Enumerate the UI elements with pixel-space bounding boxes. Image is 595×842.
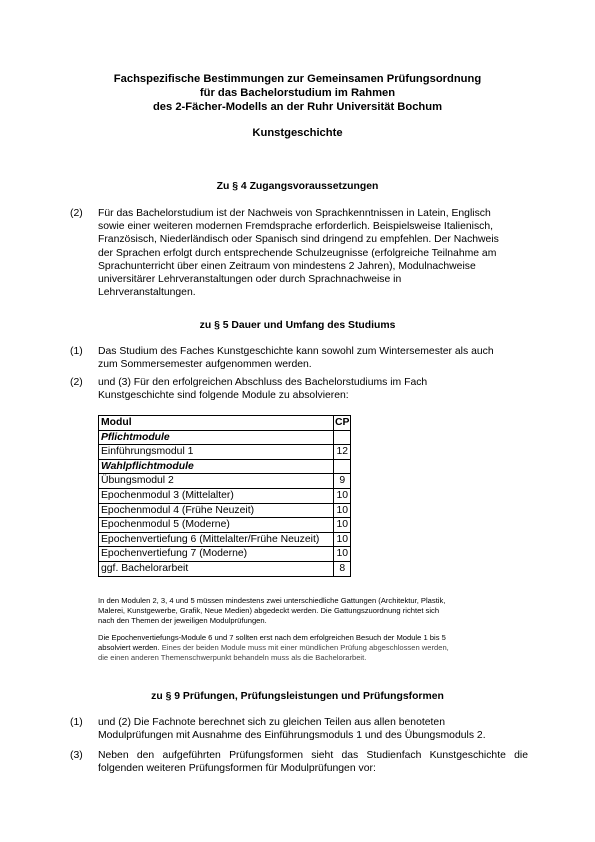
table-row xyxy=(99,445,351,460)
note-fragment: absolviert werden. xyxy=(98,643,160,653)
table-row xyxy=(99,561,351,576)
note-line: Malerei, Kunstgewerbe, Grafik, Neue Medien) abgedeckt werden. Die Gattungszuordnung richtet sich xyxy=(98,606,440,616)
module-cp xyxy=(334,430,351,445)
note-line: die einen anderen Themenschwerpunkt behandeln muss als die Bachelorarbeit. xyxy=(98,653,367,663)
text-line: Sprachunterricht über einen Zeitraum von mindestens 2 Jahren), Modulnachweise xyxy=(98,260,476,272)
text-line: der Sprachen erfolgt durch entsprechende Schulzeugnisse (erfolgreiche Teilnahme am xyxy=(98,247,497,259)
module-name: Epochenmodul 3 (Mittelalter) xyxy=(99,488,334,503)
table-row xyxy=(99,459,351,474)
table-header-row xyxy=(99,416,351,431)
text-line: Kunstgeschichte sind folgende Module zu absolvieren: xyxy=(98,390,349,402)
table-row xyxy=(99,474,351,489)
section-9-heading: zu § 9 Prüfungen, Prüfungsleistungen und Prüfungsformen xyxy=(151,691,444,702)
text-line: sowie einer weiteren modernen Fremdsprache erforderlich. Beispielsweise Italienisch, xyxy=(98,221,494,233)
module-name: Pflichtmodule xyxy=(99,430,334,445)
module-cp: 9 xyxy=(334,474,351,489)
text-line: und (3) Für den erfolgreichen Abschluss des Bachelorstudiums im Fach xyxy=(98,377,428,388)
title-line-3: des 2-Fächer-Modells an der Ruhr Universität Bochum xyxy=(152,101,443,113)
paragraph-text xyxy=(98,716,528,742)
paragraph-text xyxy=(98,376,528,402)
table-row xyxy=(99,518,351,533)
paragraph-text xyxy=(98,749,528,775)
module-name: Epochenvertiefung 6 (Mittelalter/Frühe Neuzeit) xyxy=(99,532,334,547)
table-row xyxy=(99,488,351,503)
module-name: ggf. Bachelorarbeit xyxy=(99,561,334,576)
paragraph-text xyxy=(98,207,528,299)
section-4-heading: Zu § 4 Zugangsvoraussetzungen xyxy=(216,181,379,192)
subject-title: Kunstgeschichte xyxy=(252,127,343,139)
module-name: Übungsmodul 2 xyxy=(99,474,334,489)
table-row xyxy=(99,430,351,445)
module-table xyxy=(98,415,351,577)
text-line: Neben den aufgeführten Prüfungsformen sieht das Studienfach Kunstgeschichte die xyxy=(98,750,528,761)
title-line-2: für das Bachelorstudium im Rahmen xyxy=(199,87,396,99)
module-cp: 10 xyxy=(334,547,351,562)
note-fragment: Eines der beiden Module muss mit einer mündlichen Prüfung abgeschlossen werden, xyxy=(159,643,449,653)
module-cp: 10 xyxy=(334,503,351,518)
module-cp: 10 xyxy=(334,532,351,547)
paragraph-number: (2) xyxy=(70,208,83,219)
module-name: Epochenvertiefung 7 (Moderne) xyxy=(99,547,334,562)
column-header-cp: CP xyxy=(334,416,351,431)
table-row xyxy=(99,532,351,547)
text-line: zum Sommersemester aufgenommen werden. xyxy=(98,359,312,371)
epoch-deepening-note xyxy=(98,633,528,664)
note-line: nach den Themen der jeweiligen Modulprüfungen. xyxy=(98,616,267,626)
paragraph-number: (1) xyxy=(70,346,83,357)
document-title xyxy=(0,72,595,114)
title-line-1: Fachspezifische Bestimmungen zur Gemeinsamen Prüfungsordnung xyxy=(113,73,482,85)
module-name: Wahlpflichtmodule xyxy=(99,459,334,474)
paragraph-text xyxy=(98,345,528,371)
paragraph-number: (2) xyxy=(70,377,83,388)
module-cp: 10 xyxy=(334,518,351,533)
table-row xyxy=(99,503,351,518)
module-name: Epochenmodul 4 (Frühe Neuzeit) xyxy=(99,503,334,518)
text-line: folgenden weiteren Prüfungsformen für Modulprüfungen vor: xyxy=(98,763,376,775)
genre-note xyxy=(98,596,528,627)
text-line: universitärer Lehrveranstaltungen oder durch Sprachnachweise in xyxy=(98,274,402,286)
text-line: und (2) Die Fachnote berechnet sich zu gleichen Teilen aus allen benoteten xyxy=(98,717,445,728)
note-line: Die Epochenvertiefungs-Module 6 und 7 sollten erst nach dem erfolgreichen Besuch der Module 1 bis 5 xyxy=(98,633,446,642)
paragraph-number: (1) xyxy=(70,717,83,728)
section-5-heading: zu § 5 Dauer und Umfang des Studiums xyxy=(199,320,396,331)
text-line: Französisch, Niederländisch oder Spanisch sind dringend zu empfehlen. Der Nachweis xyxy=(98,234,499,246)
module-cp: 8 xyxy=(334,561,351,576)
note-line xyxy=(98,643,528,653)
module-cp xyxy=(334,459,351,474)
note-line: In den Modulen 2, 3, 4 und 5 müssen mindestens zwei unterschiedliche Gattungen (Architektur, Plastik, xyxy=(98,596,446,605)
module-cp: 10 xyxy=(334,488,351,503)
text-line: Für das Bachelorstudium ist der Nachweis von Sprachkenntnissen in Latein, Englisch xyxy=(98,208,491,219)
text-line: Das Studium des Faches Kunstgeschichte kann sowohl zum Wintersemester als auch xyxy=(98,346,494,357)
paragraph-number: (3) xyxy=(70,750,83,761)
module-cp: 12 xyxy=(334,445,351,460)
module-name: Einführungsmodul 1 xyxy=(99,445,334,460)
text-line: Lehrveranstaltungen. xyxy=(98,287,196,299)
text-line: Modulprüfungen mit Ausnahme des Einführungsmoduls 1 und des Übungsmoduls 2. xyxy=(98,730,486,742)
module-name: Epochenmodul 5 (Moderne) xyxy=(99,518,334,533)
column-header-module: Modul xyxy=(99,416,334,431)
table-row xyxy=(99,547,351,562)
